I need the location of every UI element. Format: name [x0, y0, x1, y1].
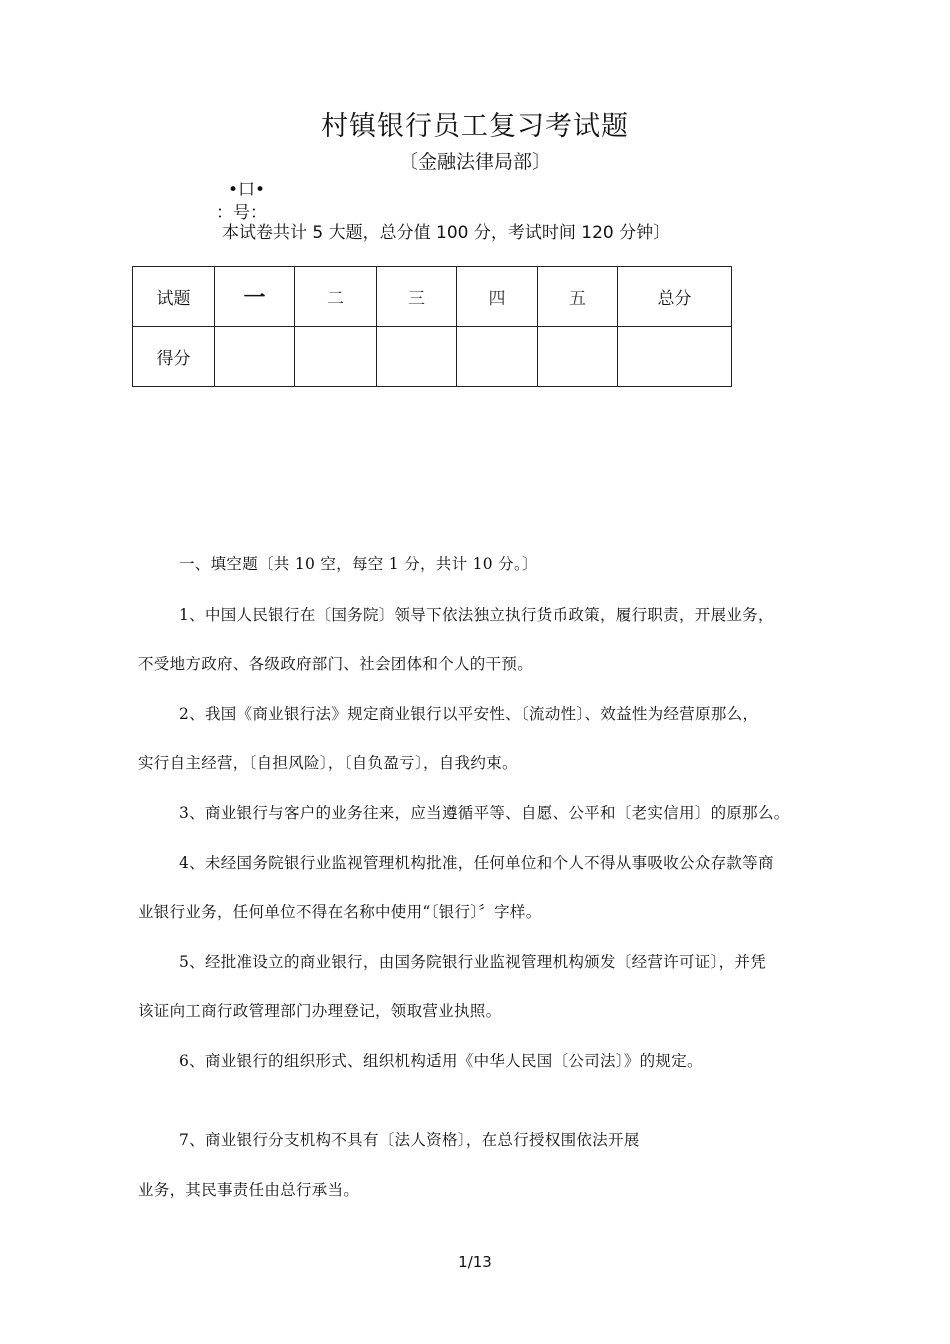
score-table — [132, 266, 732, 387]
column-header-1-label: 一 — [243, 286, 266, 311]
score-table-header-row — [133, 267, 732, 327]
question-line: 5、经批准设立的商业银行，由国务院银行业监视管理机构颁发〔经营许可证〕，并凭 — [179, 953, 767, 971]
score-cell-total[interactable] — [618, 327, 732, 387]
number-field-line: ：号： — [216, 203, 267, 223]
column-header-3 — [377, 267, 457, 327]
score-cell-2[interactable] — [295, 327, 377, 387]
score-cell-4[interactable] — [457, 327, 538, 387]
row-header-question: 试题 — [133, 267, 215, 327]
question-line: 业务，其民事责任由总行承当。 — [138, 1181, 360, 1199]
question-line: 4、未经国务院银行业监视管理机构批准，任何单位和个人不得从事吸收公众存款等商 — [179, 854, 774, 872]
column-header-3-label: 三 — [408, 289, 425, 309]
score-cell-3[interactable] — [377, 327, 457, 387]
score-cell-5[interactable] — [538, 327, 618, 387]
page-number: 1/13 — [458, 1253, 492, 1271]
exam-instructions: 本试卷共计 5 大题，总分值 100 分，考试时间 120 分钟〕 — [222, 223, 671, 243]
column-header-2-label: 二 — [327, 289, 344, 309]
score-table-score-row — [133, 327, 732, 387]
name-field-line: •口• — [228, 180, 266, 200]
document-title: 村镇银行员工复习考试题 — [321, 111, 629, 142]
document-subtitle: 〔金融法律局部〕 — [398, 151, 551, 173]
column-header-total: 总分 — [618, 267, 732, 327]
question-line: 业银行业务，任何单位不得在名称中使用“〔银行〕〞字样。 — [138, 903, 542, 921]
row-header-score: 得分 — [133, 327, 215, 387]
question-line: 不受地方政府、各级政府部门、社会团体和个人的干预。 — [138, 655, 534, 673]
score-cell-1[interactable] — [215, 327, 295, 387]
column-header-4 — [457, 267, 538, 327]
column-header-1 — [215, 267, 295, 327]
column-header-2 — [295, 267, 377, 327]
column-header-5-label: 五 — [569, 289, 586, 309]
column-header-5 — [538, 267, 618, 327]
question-line: 1、中国人民银行在〔国务院〕领导下依法独立执行货币政策，履行职责，开展业务， — [179, 606, 774, 624]
question-line: 3、商业银行与客户的业务往来，应当遵循平等、自愿、公平和〔老实信用〕的原那么。 — [179, 804, 790, 822]
question-line: 6、商业银行的组织形式、组织机构适用《中华人民国〔公司法〕》的规定。 — [179, 1052, 703, 1070]
column-header-4-label: 四 — [488, 289, 506, 309]
question-line: 该证向工商行政管理部门办理登记，领取营业执照。 — [138, 1002, 502, 1020]
question-line: 2、我国《商业银行法》规定商业银行以平安性、〔流动性〕、效益性为经营原那么， — [179, 705, 759, 723]
section-heading: 一、填空题〔共 10 空，每空 1 分，共计 10 分。〕 — [179, 555, 538, 573]
question-line: 7、商业银行分支机构不具有〔法人资格〕，在总行授权围依法开展 — [179, 1131, 640, 1149]
question-line: 实行自主经营，〔自担风险〕，〔自负盈亏〕，自我约束。 — [138, 754, 518, 772]
